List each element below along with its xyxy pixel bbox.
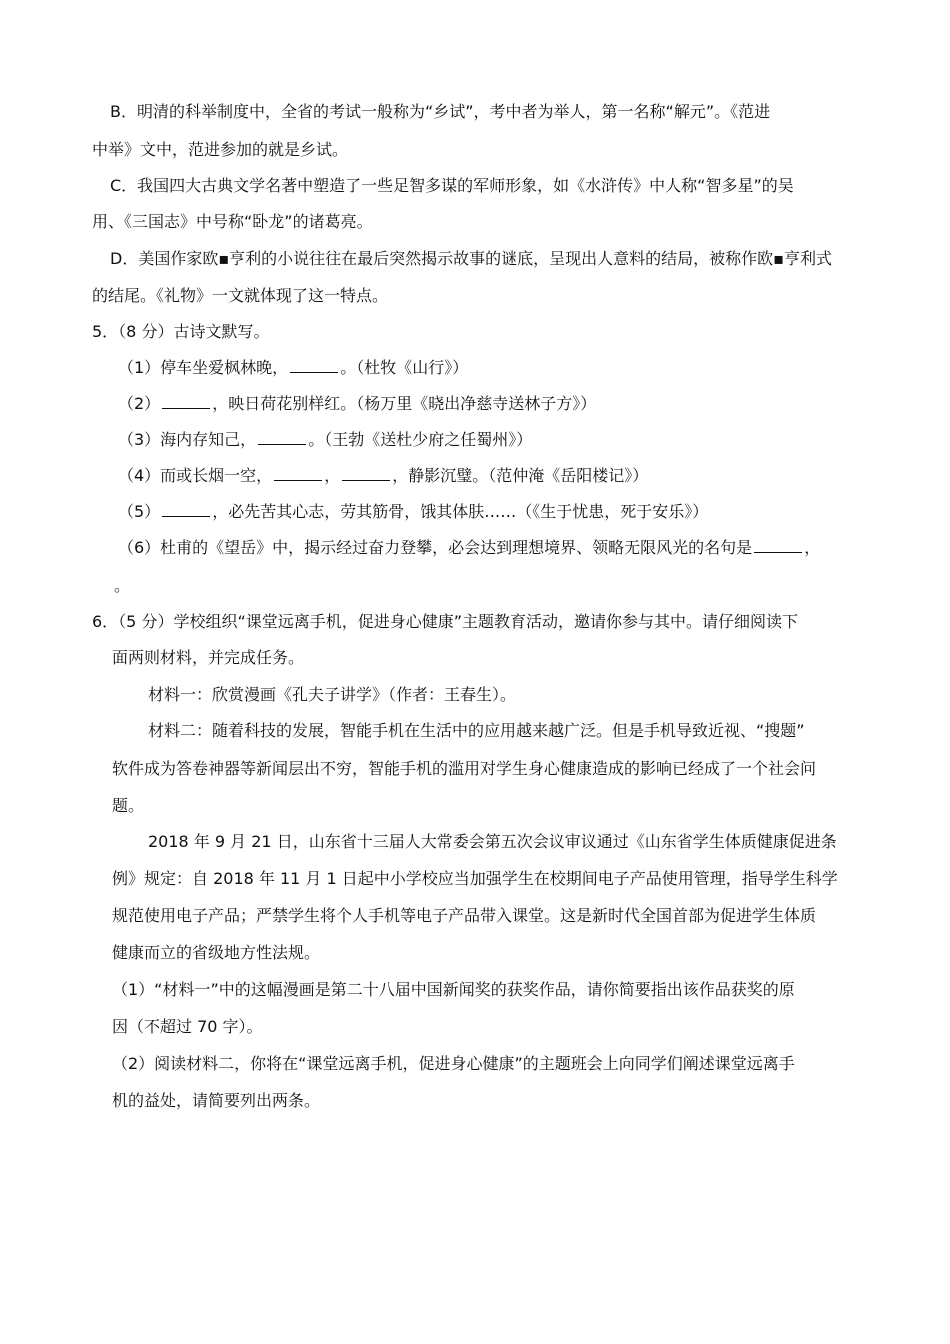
answer-blank[interactable]	[342, 466, 390, 481]
q5-item-1	[118, 358, 468, 378]
answer-blank[interactable]	[162, 502, 210, 517]
q5-item-2-pre: （2）	[118, 394, 161, 413]
q6-material1: 材料一：欣赏漫画《孔夫子讲学》（作者：王春生）。	[148, 685, 517, 704]
q5-item-4	[118, 466, 648, 486]
q6-material2-line1: 材料二：随着科技的发展，智能手机在生活中的应用越来越广泛。但是手机导致近视、“搜题”	[148, 721, 805, 740]
option-b-line2: 中举》文中，范进参加的就是乡试。	[92, 140, 349, 159]
option-d-line1: D．美国作家欧▪亨利的小说往往在最后突然揭示故事的谜底，呈现出人意料的结局，被称作欧▪亨利式	[110, 249, 833, 268]
q5-item-5	[118, 502, 708, 522]
q5-title: 5．（8 分）古诗文默写。	[92, 322, 270, 341]
q6-material2-line2: 软件成为答卷神器等新闻层出不穷，智能手机的滥用对学生身心健康造成的影响已经成了一个社会问	[112, 759, 817, 778]
q5-item-1-post: 。（杜牧《山行》）	[340, 358, 469, 377]
q5-item-4-post: ，静影沉璧。（范仲淹《岳阳楼记》）	[392, 466, 649, 485]
q5-item-3-pre: （3）海内存知己，	[118, 430, 257, 449]
q5-item-3-post: 。（王勃《送杜少府之任蜀州》）	[308, 430, 533, 449]
answer-blank[interactable]	[162, 394, 210, 409]
q6-task1-line1: （1）“材料一”中的这幅漫画是第二十八届中国新闻奖的获奖作品，请你简要指出该作品获奖的原	[112, 980, 795, 999]
q6-para2-line3: 规范使用电子产品；严禁学生将个人手机等电子产品带入课堂。这是新时代全国首部为促进学生体质	[112, 906, 817, 925]
q5-item-6-pre: （6）杜甫的《望岳》中，揭示经过奋力登攀，必会达到理想境界、领略无限风光的名句是	[118, 538, 753, 557]
answer-blank[interactable]	[274, 466, 322, 481]
q5-item-4-mid: ，	[324, 466, 341, 485]
option-d-line2: 的结尾。《礼物》一文就体现了这一特点。	[92, 286, 389, 305]
q6-title-line2: 面两则材料，并完成任务。	[112, 648, 305, 667]
q5-item-1-pre: （1）停车坐爱枫林晚，	[118, 358, 289, 377]
q5-item-5-post: ，必先苦其心志，劳其筋骨，饿其体肤……（《生于忧患，死于安乐》）	[212, 502, 709, 521]
q5-item-3	[118, 430, 532, 450]
q6-task2-line1: （2）阅读材料二，你将在“课堂远离手机，促进身心健康”的主题班会上向同学们阐述课堂远离手	[112, 1054, 795, 1073]
q5-item-5-pre: （5）	[118, 502, 161, 521]
answer-blank[interactable]	[754, 538, 802, 553]
q6-title: 6．（5 分）学校组织“课堂远离手机，促进身心健康”主题教育活动，邀请你参与其中。请仔细阅读下	[92, 612, 799, 631]
q6-para2-line2: 例》规定：自 2018 年 11 月 1 日起中小学校应当加强学生在校期间电子产品使用管理，指导学生科学	[112, 869, 838, 888]
option-b-line1: B．明清的科举制度中，全省的考试一般称为“乡试”，考中者为举人，第一名称“解元”。《范进	[110, 102, 771, 121]
option-c-line1: C．我国四大古典文学名著中塑造了一些足智多谋的军师形象，如《水浒传》中人称“智多星”的吴	[110, 176, 794, 195]
q5-item-2	[118, 394, 596, 414]
answer-blank[interactable]	[258, 430, 306, 445]
q6-task2-line2: 机的益处，请简要列出两条。	[112, 1091, 321, 1110]
q5-item-6-tail: 。	[114, 576, 131, 595]
q5-item-6	[118, 538, 820, 558]
q6-material2-line3: 题。	[112, 796, 145, 815]
q6-para2-line4: 健康而立的省级地方性法规。	[112, 943, 321, 962]
q5-item-4-pre: （4）而或长烟一空，	[118, 466, 273, 485]
answer-blank[interactable]	[290, 358, 338, 373]
q5-item-6-post: ，	[804, 538, 821, 557]
q6-task1-line2: 因（不超过 70 字）。	[112, 1017, 263, 1036]
q6-para2-line1: 2018 年 9 月 21 日，山东省十三届人大常委会第五次会议审议通过《山东省学生体质健康促进条	[148, 832, 837, 851]
q5-item-2-post: ，映日荷花别样红。（杨万里《晓出净慈寺送林子方》）	[212, 394, 597, 413]
option-c-line2: 用、《三国志》中号称“卧龙”的诸葛亮。	[92, 212, 373, 231]
